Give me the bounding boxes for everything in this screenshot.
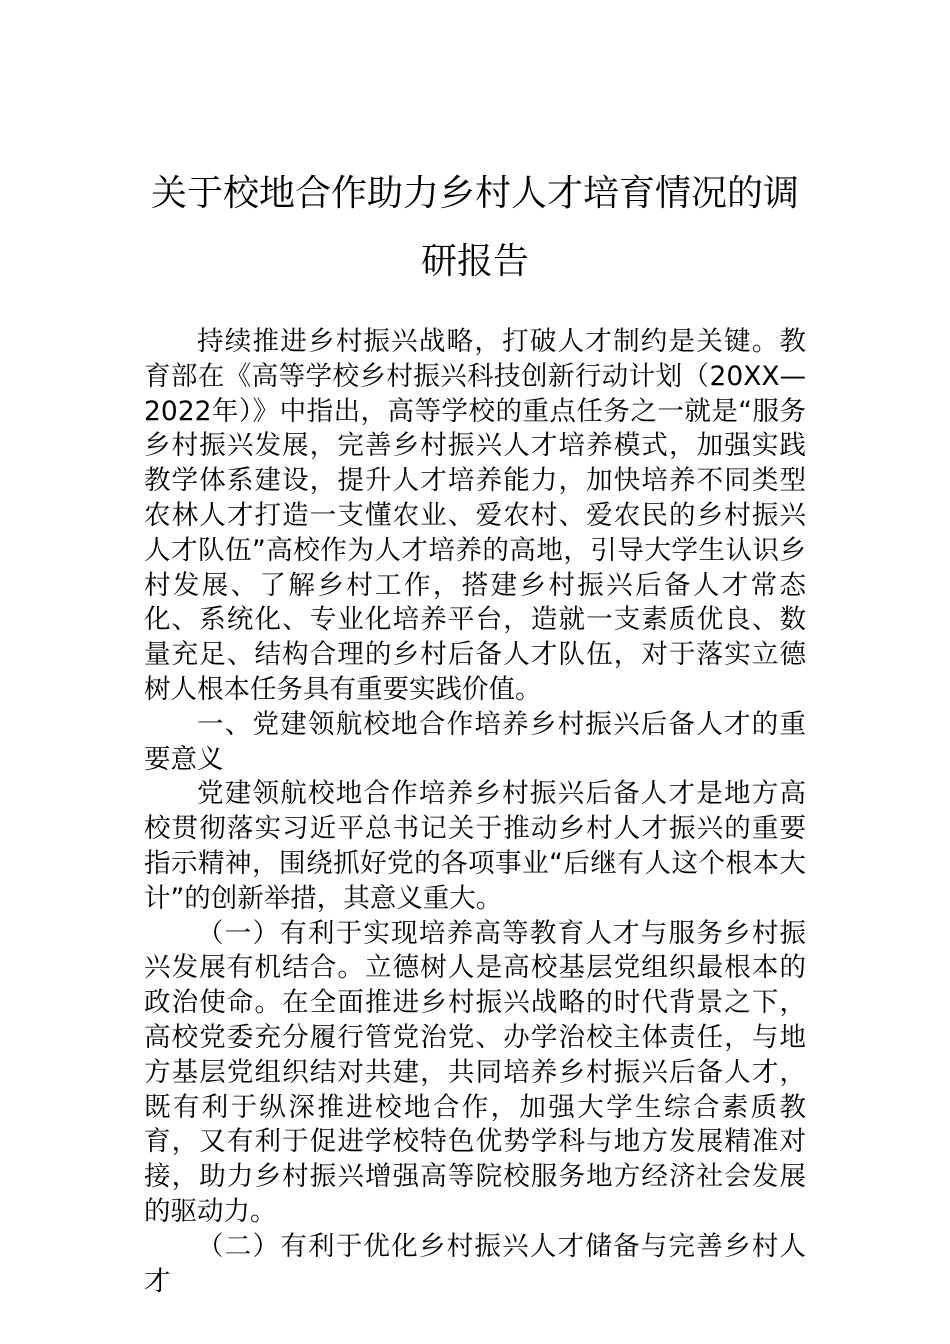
document-body [144,325,806,1299]
subsection-1-paragraph: （一）有利于实现培养高等教育人才与服务乡村振兴发展有机结合。立德树人是高校基层党组织最根本的政治使命。在全面推进乡村振兴战略的时代背景之下，高校党委充分履行管党治党、办学治校主体责任，与地方基层党组织结对共建，共同培养乡村振兴后备人才，既有利于纵深推进校地合作，加强大学生综合素质教育，又有利于促进学校特色优势学科与地方发展精准对接，助力乡村振兴增强高等院校服务地方经济社会发展的驱动力。 [144,917,806,1227]
subsection-2-paragraph: （二）有利于优化乡村振兴人才储备与完善乡村人才 [144,1230,806,1297]
section-1-paragraph: 党建领航校地合作培养乡村振兴后备人才是地方高校贯彻落实习近平总书记关于推动乡村人才振兴的重要指示精神，围绕抓好党的各项事业“后继有人这个根本大计”的创新举措，其意义重大。 [144,778,806,914]
intro-paragraph: 持续推进乡村振兴战略，打破人才制约是关键。教育部在《高等学校乡村振兴科技创新行动计划（20XX—2022年）》中指出，高等学校的重点任务之一就是“服务乡村振兴发展，完善乡村振兴人才培养模式，加强实践教学体系建设，提升人才培养能力，加快培养不同类型农林人才打造一支懂农业、爱农村、爱农民的乡村振兴人才队伍”高校作为人才培养的高地，引导大学生认识乡村发展、了解乡村工作，搭建乡村振兴后备人才常态化、系统化、专业化培养平台，造就一支素质优良、数量充足、结构合理的乡村后备人才队伍，对于落实立德树人根本任务具有重要实践价值。 [144,326,806,705]
section-heading-1: 一、党建领航校地合作培养乡村振兴后备人才的重要意义 [144,708,806,775]
document-title: 关于校地合作助力乡村人才培育情况的调研报告 [150,173,799,282]
